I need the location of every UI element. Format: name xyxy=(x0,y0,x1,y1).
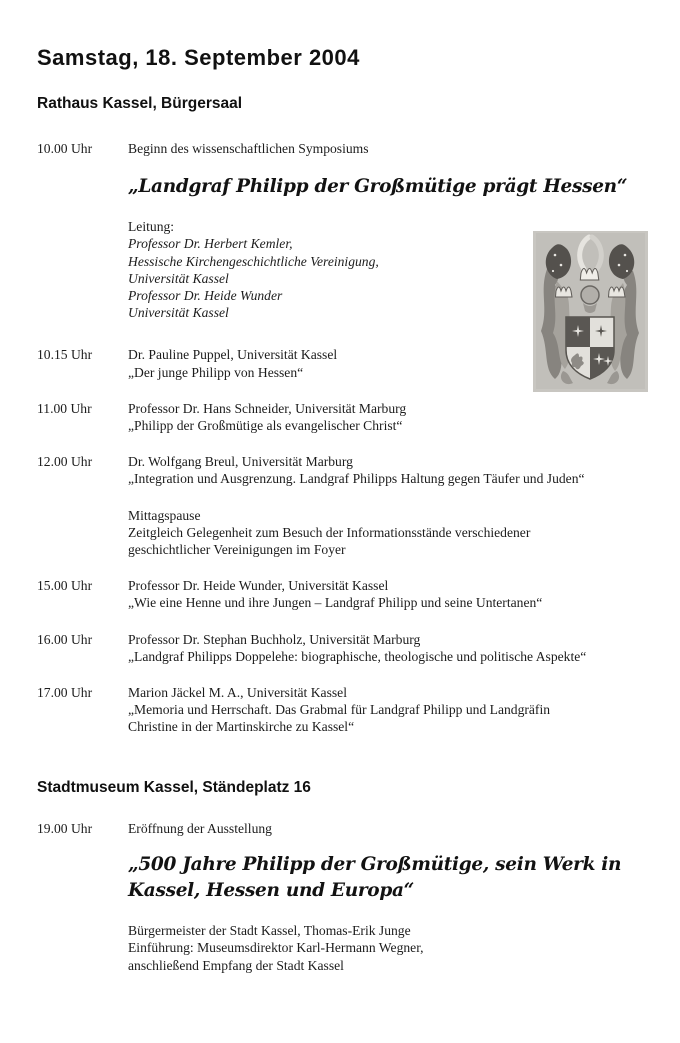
entry-time: 10.15 Uhr xyxy=(37,347,93,363)
entry-time: 10.00 Uhr xyxy=(37,141,93,156)
entry-time: 19.00 Uhr xyxy=(37,820,93,836)
schedule-entry xyxy=(37,684,650,736)
schedule-entry-opening xyxy=(37,820,650,837)
entry-text: Beginn des wissenschaftlichen Symposiums xyxy=(128,141,369,156)
coat-of-arms-graphic xyxy=(533,231,648,392)
schedule-entry xyxy=(37,577,650,611)
leitung-line: Professor Dr. Heide Wunder xyxy=(128,288,283,304)
talk-title: „Wie eine Henne und ihre Jungen – Landgraf Philipp und seine Untertanen“ xyxy=(128,595,543,611)
talk-speaker: Professor Dr. Heide Wunder, Universität Kassel xyxy=(128,578,389,594)
exhibition-title: „500 Jahre Philipp der Großmütige, sein Werk in Kassel, Hessen und Europa“ xyxy=(128,853,622,901)
detail-line: anschließend Empfang der Stadt Kassel xyxy=(128,957,344,973)
entry-time: 12.00 Uhr xyxy=(37,454,93,470)
entry-time: 16.00 Uhr xyxy=(37,631,93,647)
leitung-line: Professor Dr. Herbert Kemler, xyxy=(128,236,293,252)
detail-line: Einführung: Museumsdirektor Karl-Hermann Wegner, xyxy=(128,940,424,956)
talk-title: „Memoria und Herrschaft. Das Grabmal für Landgraf Philipp und Landgräfin Christine in der Martinskirche zu Kassel“ xyxy=(128,702,551,735)
pause-text: Zeitgleich Gelegenheit zum Besuch der Informationsstände verschiedener geschichtlicher Vereinigungen im Foyer xyxy=(128,524,531,558)
talk-title: „Landgraf Philipps Doppelehe: biographische, theologische und politische Aspekte“ xyxy=(128,648,587,664)
entry-time: 17.00 Uhr xyxy=(37,685,93,701)
venue-heading-stadtmuseum: Stadtmuseum Kassel, Ständeplatz 16 xyxy=(37,778,311,796)
schedule-entry xyxy=(37,631,650,665)
talk-speaker: Marion Jäckel M. A., Universität Kassel xyxy=(128,685,347,701)
entry-time: 15.00 Uhr xyxy=(37,578,93,594)
talk-title: „Philipp der Großmütige als evangelischer Christ“ xyxy=(128,418,403,434)
pause-label: Mittagspause xyxy=(128,507,201,523)
talk-title: „Der junge Philipp von Hessen“ xyxy=(128,364,304,380)
talk-speaker: Dr. Wolfgang Breul, Universität Marburg xyxy=(128,454,353,470)
talk-speaker: Professor Dr. Stephan Buchholz, Universität Marburg xyxy=(128,631,421,647)
entry-time: 11.00 Uhr xyxy=(37,400,92,416)
date-heading: Samstag, 18. September 2004 xyxy=(37,45,360,70)
schedule-entry xyxy=(37,453,650,487)
coat-of-arms-image xyxy=(533,231,648,392)
pause-entry xyxy=(37,507,650,559)
schedule-entry xyxy=(37,400,650,434)
leitung-label: Leitung: xyxy=(128,219,175,235)
talk-speaker: Dr. Pauline Puppel, Universität Kassel xyxy=(128,347,338,363)
talk-speaker: Professor Dr. Hans Schneider, Universität Marburg xyxy=(128,400,407,416)
talk-title: „Integration und Ausgrenzung. Landgraf Philipps Haltung gegen Täufer und Juden“ xyxy=(128,471,585,487)
leitung-line: Universität Kassel xyxy=(128,305,229,321)
exhibition-details xyxy=(128,922,650,975)
entry-text: Eröffnung der Ausstellung xyxy=(128,820,272,836)
leitung-line: Hessische Kirchengeschichtliche Vereinigung, xyxy=(128,253,379,269)
detail-line: Bürgermeister der Stadt Kassel, Thomas-Erik Junge xyxy=(128,922,411,938)
leitung-line: Universität Kassel xyxy=(128,270,229,286)
symposium-title: „Landgraf Philipp der Großmütige prägt Hessen“ xyxy=(128,176,628,198)
venue-heading-rathaus: Rathaus Kassel, Bürgersaal xyxy=(37,95,243,112)
schedule-entry-opening xyxy=(37,140,650,157)
